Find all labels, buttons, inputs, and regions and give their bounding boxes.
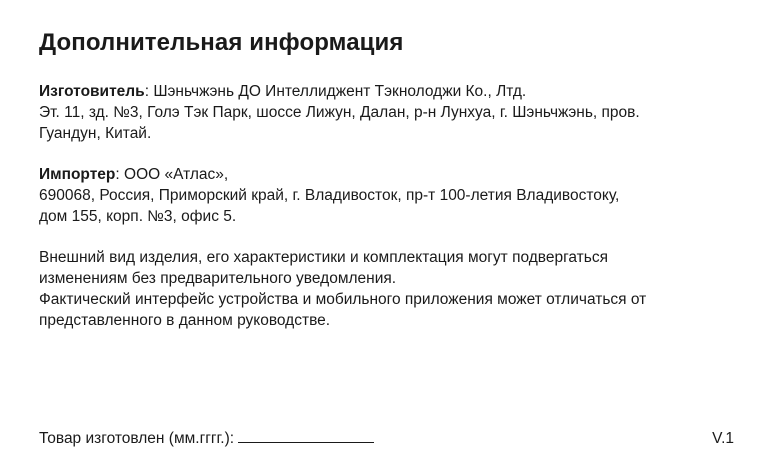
- importer-section: [39, 164, 759, 227]
- page-title: Дополнительная информация: [39, 29, 404, 56]
- version-label: V.1: [712, 430, 734, 447]
- importer-label: Импортер: [39, 166, 116, 183]
- manufacturer-address-line2: Гуандун, Китай.: [39, 125, 152, 142]
- manufacturer-section: [39, 81, 759, 144]
- manufactured-date-label: Товар изготовлен (мм.гггг.):: [39, 430, 235, 447]
- footer: [39, 428, 734, 449]
- importer-address-line1: 690068, Россия, Приморский край, г. Владивосток, пр-т 100-летия Владивостоку,: [39, 187, 620, 204]
- notice-line3: Фактический интерфейс устройства и мобильного приложения может отличаться от: [39, 291, 647, 308]
- manufacturer-name: Шэньчжэнь ДО Интеллиджент Тэкнолоджи Ко., Лтд.: [153, 83, 527, 100]
- notice-line4: представленного в данном руководстве.: [39, 312, 331, 329]
- importer-name: ООО «Атлас»,: [124, 166, 229, 183]
- importer-address-line2: дом 155, корп. №3, офис 5.: [39, 208, 237, 225]
- manufacturer-label: Изготовитель: [39, 83, 145, 100]
- manufactured-date-blank-line: [238, 428, 374, 443]
- notice-section: [39, 247, 759, 331]
- info-page: [39, 28, 759, 351]
- manufacturer-address-line1: Эт. 11, зд. №3, Голэ Тэк Парк, шоссе Лижун, Далан, р-н Лунхуа, г. Шэньчжэнь, пров.: [39, 104, 640, 121]
- manufacturer-name-line: Изготовитель: Шэньчжэнь ДО Интеллиджент Тэкнолоджи Ко., Лтд.: [39, 83, 527, 100]
- importer-name-line: Импортер: ООО «Атлас»,: [39, 166, 229, 183]
- manufactured-date-field: [39, 428, 374, 449]
- notice-line2: изменениям без предварительного уведомления.: [39, 270, 397, 287]
- notice-line1: Внешний вид изделия, его характеристики и комплектация могут подвергаться: [39, 249, 608, 266]
